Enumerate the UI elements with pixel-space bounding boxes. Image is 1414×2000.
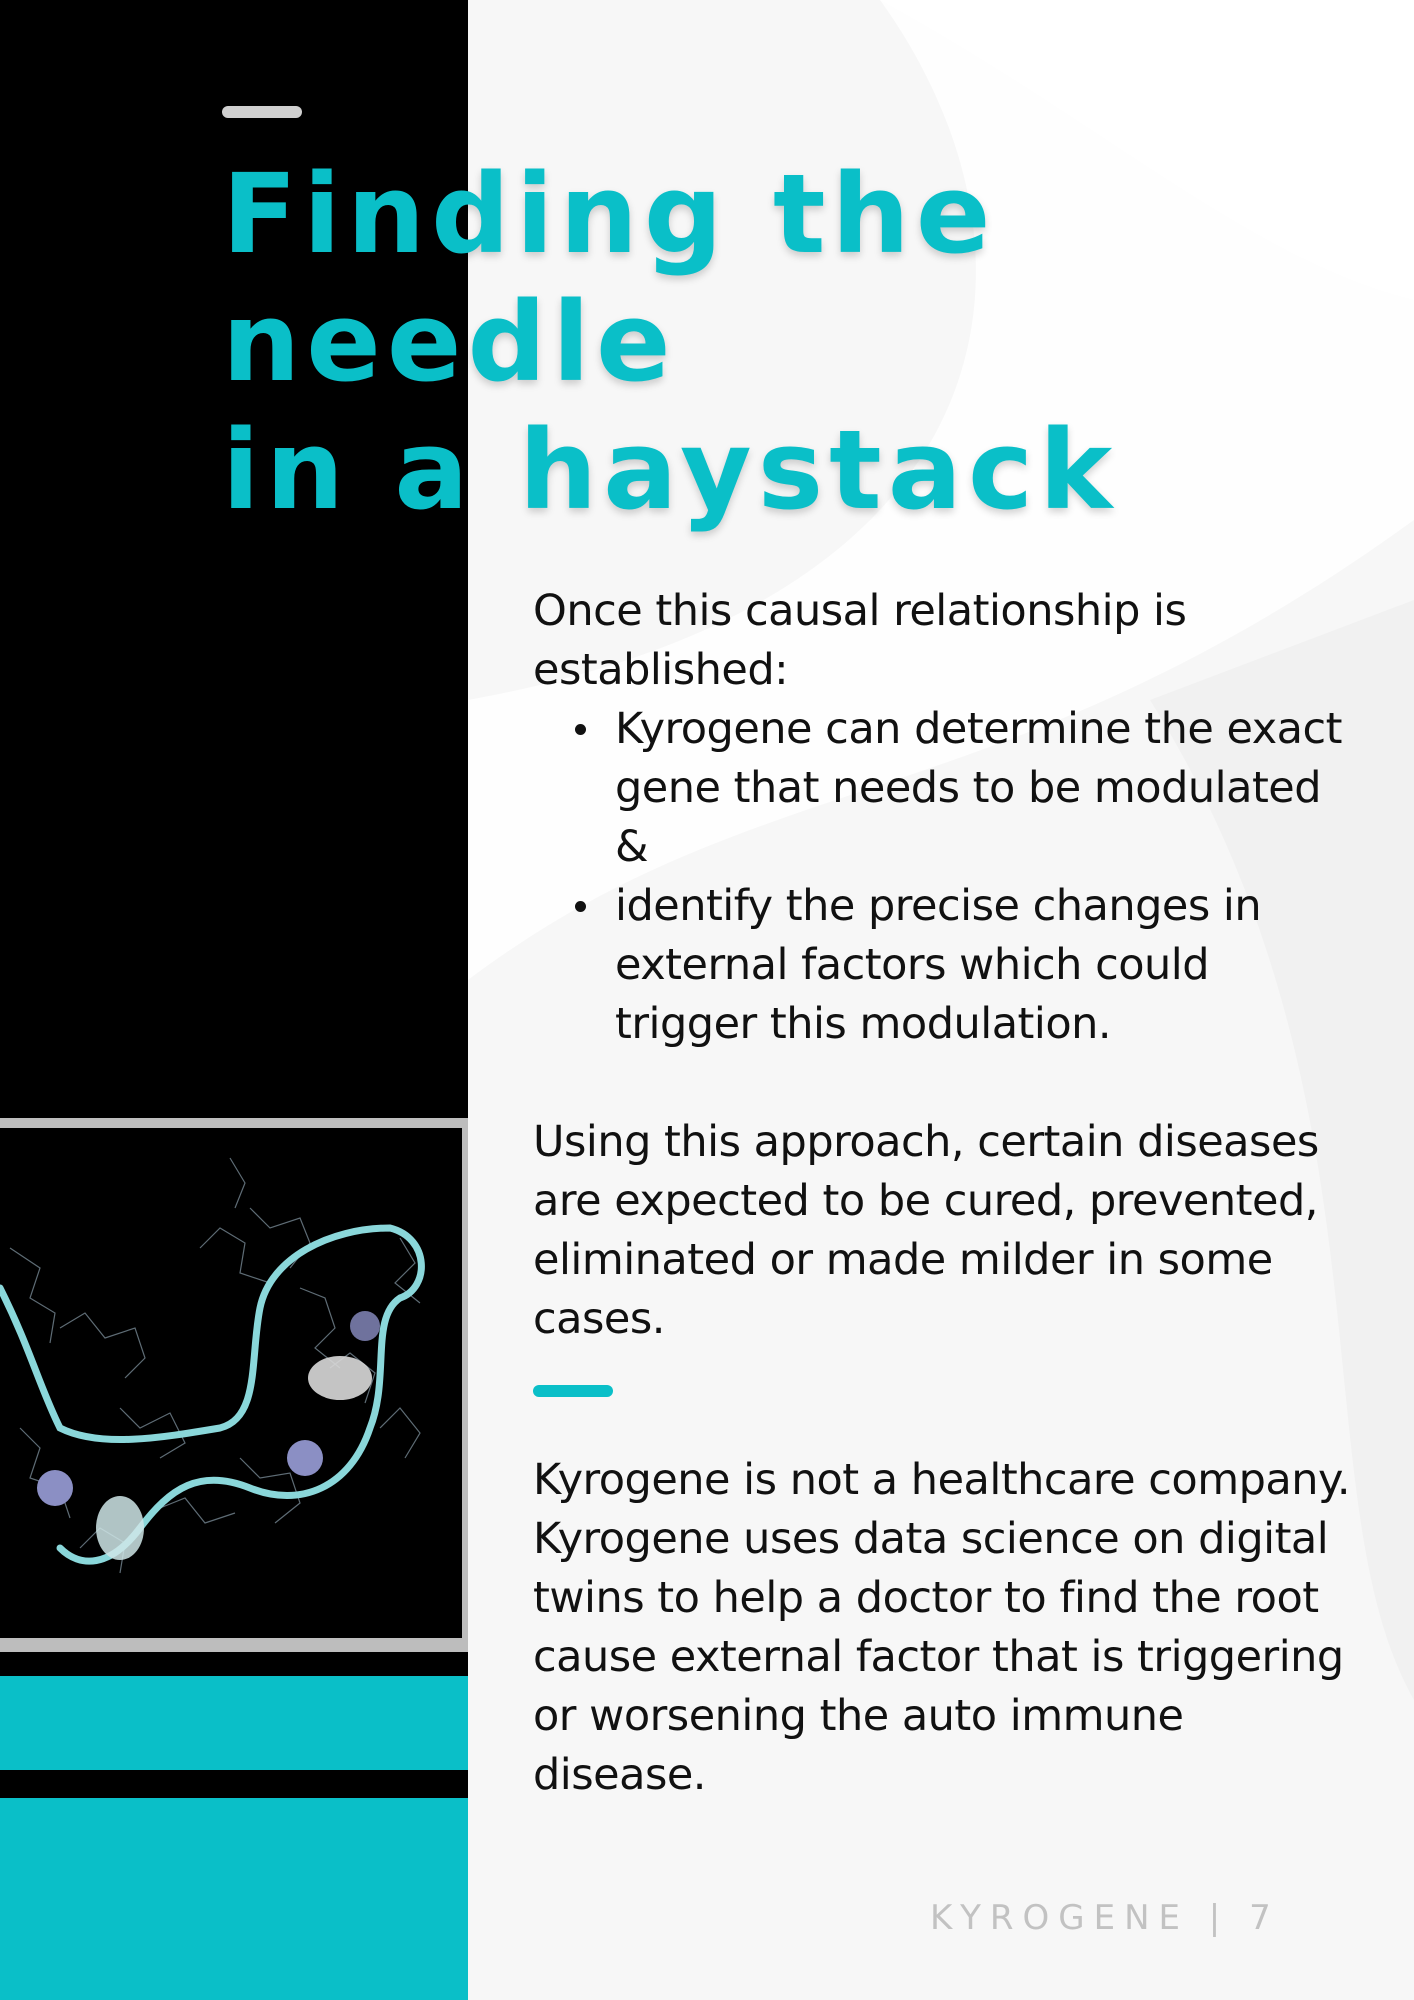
footer-separator: | bbox=[1208, 1898, 1230, 1938]
intro-paragraph: Once this causal relationship is established: bbox=[533, 586, 1187, 695]
photo-frame bbox=[0, 1118, 468, 1652]
title-dash-decoration bbox=[222, 106, 302, 118]
title-line-3: in a haystack bbox=[222, 406, 1119, 534]
accent-band-top bbox=[0, 1676, 468, 1770]
list-item bbox=[615, 700, 1353, 877]
disclaimer-paragraph: Kyrogene is not a healthcare company. Kyrogene uses data science on digital twins to help a doctor to find the root cause external factor that is triggering or worsening the auto immune disease. bbox=[533, 1455, 1350, 1800]
bullet-icon bbox=[575, 901, 586, 912]
approach-paragraph: Using this approach, certain diseases are expected to be cured, prevented, eliminated or made milder in some cases. bbox=[533, 1117, 1319, 1344]
list-item bbox=[615, 877, 1353, 1054]
accent-band-bottom bbox=[0, 1798, 468, 2000]
page-number: 7 bbox=[1249, 1898, 1280, 1938]
bullet-text: identify the precise changes in external factors which could trigger this modulation. bbox=[615, 881, 1262, 1049]
bullet-icon bbox=[575, 724, 586, 735]
bullet-text: Kyrogene can determine the exact gene that needs to be modulated & bbox=[615, 704, 1343, 872]
body-content bbox=[533, 582, 1353, 1805]
footer-brand: KYROGENE bbox=[930, 1898, 1189, 1938]
black-band bbox=[0, 1770, 468, 1798]
title-line-2: needle bbox=[222, 278, 677, 406]
page-title bbox=[222, 150, 1382, 534]
protein-structure-image bbox=[0, 1128, 462, 1638]
page-footer bbox=[930, 1898, 1330, 1938]
section-divider bbox=[533, 1385, 613, 1397]
bullet-list bbox=[533, 700, 1353, 1054]
title-line-1: Finding the bbox=[222, 150, 997, 278]
